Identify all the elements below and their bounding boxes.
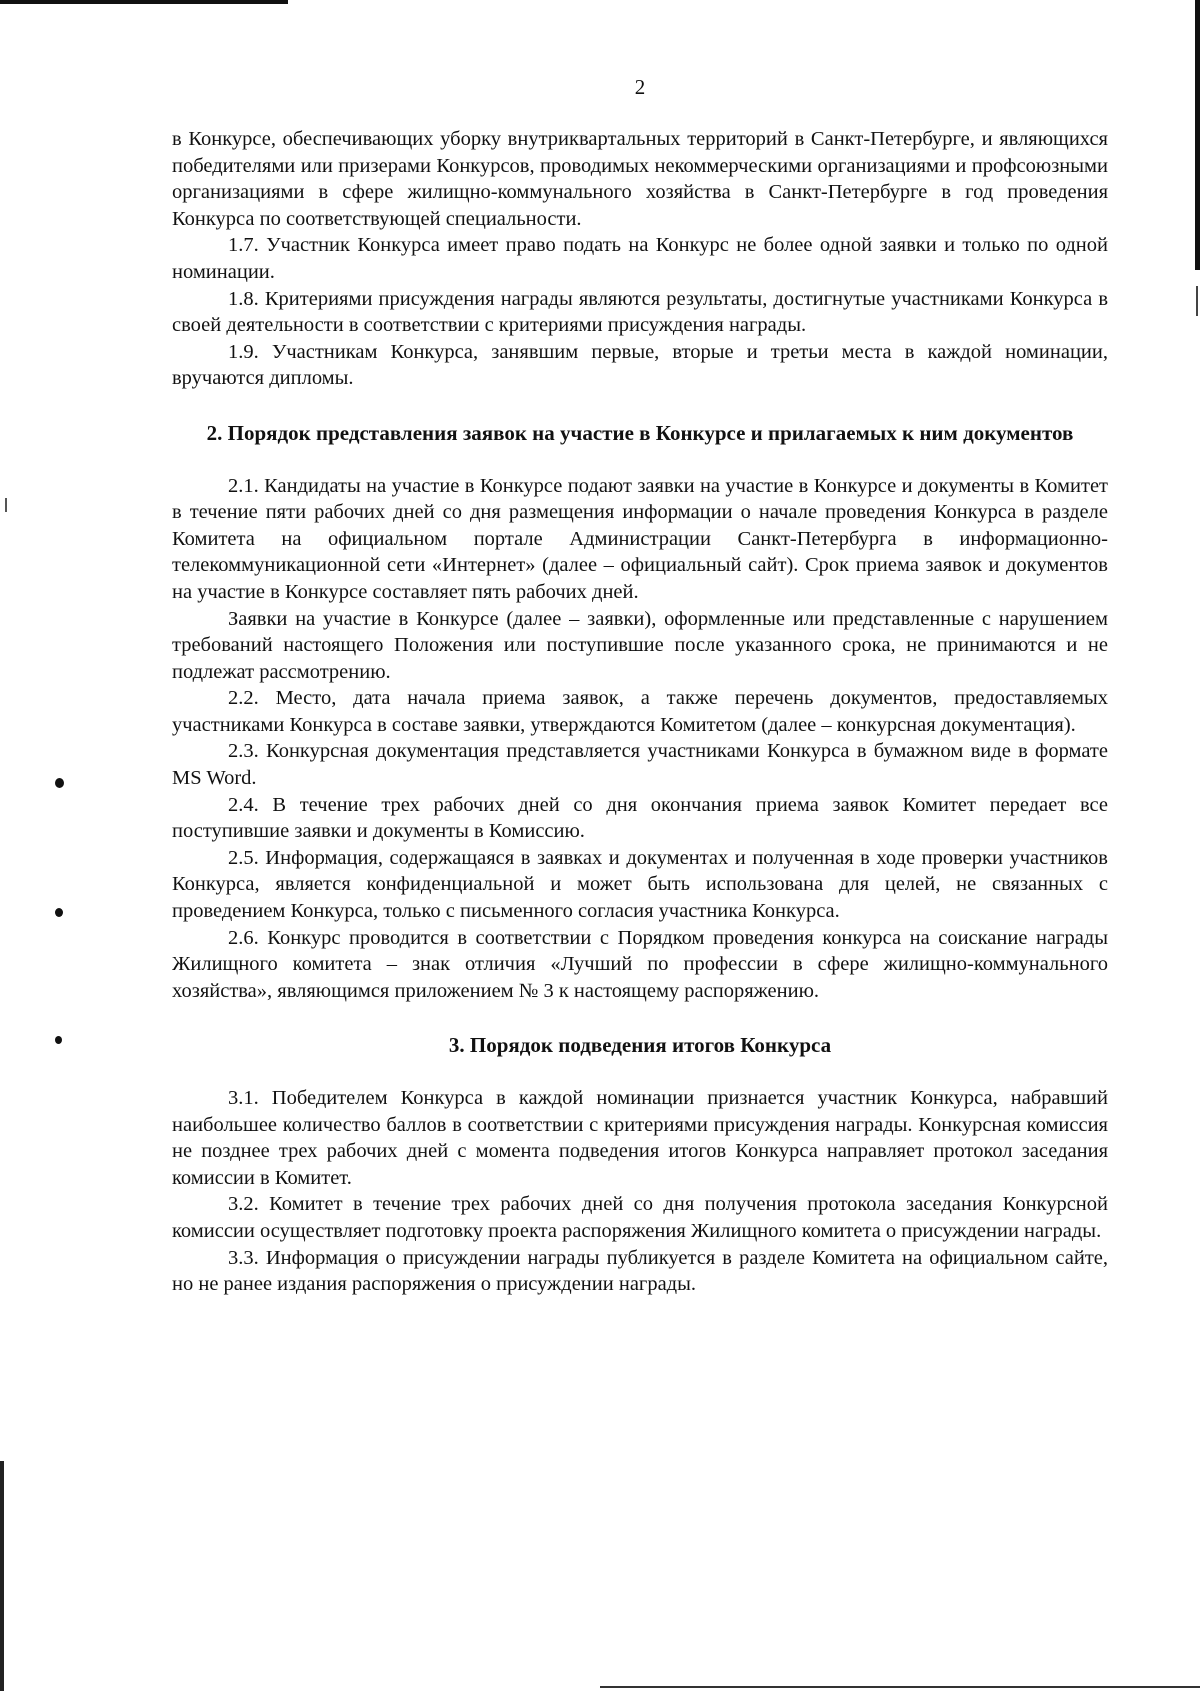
document-body xyxy=(172,126,1108,1298)
page-number: 2 xyxy=(634,75,646,99)
punch-hole-mark xyxy=(55,1036,62,1044)
clause-2-1-continuation: Заявки на участие в Конкурсе (далее – заявки), оформленные или представленные с нарушением требований настоящего Положения или поступившие после указанного срока, не принимаются и не подлежат рассмотрению. xyxy=(172,607,1108,683)
intro-paragraph: в Конкурсе, обеспечивающих уборку внутриквартальных территорий в Санкт-Петербурге, и являющихся победителями или призерами Конкурсов, проводимых некоммерческими организациями и профсоюзными организациями в сфере жилищно-коммунального хозяйства в Санкт-Петербурге в год проведения Конкурса по соответствующей специальности. xyxy=(172,128,1108,230)
section-2-heading: 2. Порядок представления заявок на участие в Конкурсе и прилагаемых к ним документов xyxy=(206,420,1074,445)
right-scan-tick xyxy=(1196,286,1198,316)
left-scan-edge xyxy=(0,1461,4,1691)
clause-3-1: 3.1. Победителем Конкурса в каждой номинации признается участник Конкурса, набравший наибольшее количество баллов в соответствии с критериями присуждения награды. Конкурсная комиссия не позднее трех рабочих дней с момента подведения итогов Конкурса направляет протокол заседания комиссии в Комитет. xyxy=(172,1087,1108,1189)
clause-1-8: 1.8. Критериями присуждения награды являются результаты, достигнутые участниками Конкурса в своей деятельности в соответствии с критериями присуждения награды. xyxy=(172,287,1108,337)
clause-1-7: 1.7. Участник Конкурса имеет право подать на Конкурс не более одной заявки и только по одной номинации. xyxy=(172,234,1108,283)
punch-hole-mark xyxy=(55,908,63,917)
clause-2-1: 2.1. Кандидаты на участие в Конкурсе подают заявки на участие в Конкурсе и документы в Комитет в течение пяти рабочих дней со дня размещения информации о начале проведения Конкурса в разделе Комитета на официальном портале Администрации Санкт-Петербурга в информационно-телекоммуникационной сети «Интернет» (далее – официальный сайт). Срок приема заявок и документов на участие в Конкурсе составляет пять рабочих дней. xyxy=(172,474,1108,603)
clause-2-2: 2.2. Место, дата начала приема заявок, а также перечень документов, предоставляемых участниками Конкурса в составе заявки, утверждаются Комитетом (далее – конкурсная документация). xyxy=(172,687,1108,736)
clause-3-2: 3.2. Комитет в течение трех рабочих дней со дня получения протокола заседания Конкурсной комиссии осуществляет подготовку проекта распоряжения Жилищного комитета о присуждении награды. xyxy=(172,1193,1108,1242)
section-3-heading: 3. Порядок подведения итогов Конкурса xyxy=(448,1033,832,1058)
clause-1-9: 1.9. Участникам Конкурса, занявшим первые, вторые и третьи места в каждой номинации, вручаются дипломы. xyxy=(172,340,1108,390)
right-scan-edge xyxy=(1195,0,1200,270)
clause-2-5: 2.5. Информация, содержащаяся в заявках и документах и полученная в ходе проверки участников Конкурса, является конфиденциальной и может быть использована для целей, не связанных с проведением Конкурса, только с письменного согласия участника Конкурса. xyxy=(172,846,1108,923)
clause-2-4: 2.4. В течение трех рабочих дней со дня окончания приема заявок Комитет передает все поступившие заявки и документы в Комиссию. xyxy=(172,793,1108,843)
clause-2-6: 2.6. Конкурс проводится в соответствии с Порядком проведения конкурса на соискание награды Жилищного комитета – знак отличия «Лучший по профессии в сфере жилищно-коммунального хозяйства», являющимся приложением № 3 к настоящему распоряжению. xyxy=(172,926,1108,1002)
left-scan-tick xyxy=(5,498,7,512)
bottom-scan-rule xyxy=(600,1686,1200,1688)
punch-hole-mark xyxy=(55,778,64,788)
clause-2-3: 2.3. Конкурсная документация представляется участниками Конкурса в бумажном виде в формате MS Word. xyxy=(172,740,1108,790)
top-scan-rule xyxy=(0,0,288,4)
clause-3-3: 3.3. Информация о присуждении награды публикуется в разделе Комитета на официальном сайте, но не ранее издания распоряжения о присуждении награды. xyxy=(172,1246,1108,1296)
